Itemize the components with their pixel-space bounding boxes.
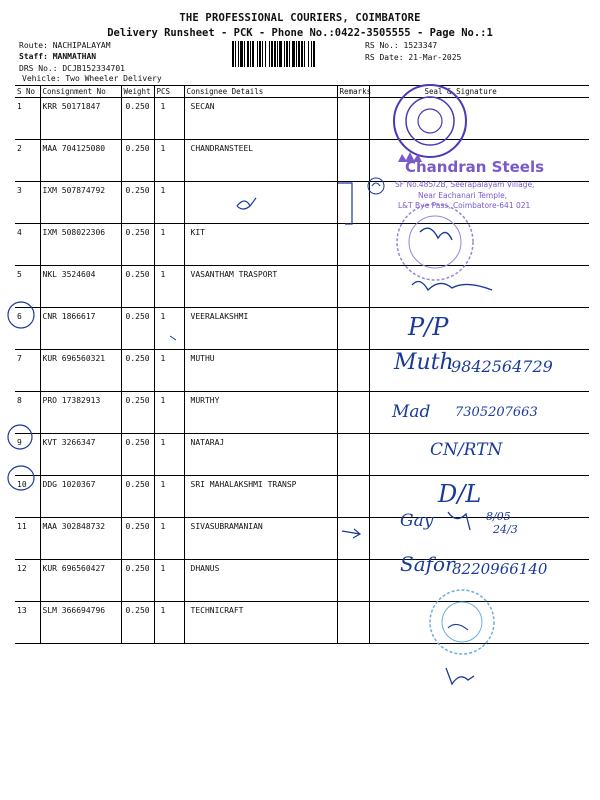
- cell-consignee: KIT: [184, 224, 337, 266]
- sheet-title: Delivery Runsheet - PCK - Phone No.:0422-3505555 - Page No.:1: [107, 27, 493, 39]
- rs-date: RS Date: 21-Mar-2025: [365, 53, 462, 62]
- cell-weight: 0.250: [121, 182, 154, 224]
- stamp-address-line: L&T Bye Pass, Coimbatore-641 021: [398, 201, 531, 210]
- cell-pcs: 1: [154, 392, 184, 434]
- cell-pcs: 1: [154, 308, 184, 350]
- column-header: PCS: [154, 86, 184, 98]
- company-seal-icon: [394, 85, 466, 157]
- column-header: Weight: [121, 86, 154, 98]
- cell-consignment: KUR 696560427: [40, 560, 121, 602]
- cell-consignee: MURTHY: [184, 392, 337, 434]
- cell-pcs: 1: [154, 224, 184, 266]
- cell-sno: 9: [15, 434, 40, 476]
- cell-consignee: SRI MAHALAKSHMI TRANSP: [184, 476, 337, 518]
- circle-mark: [8, 425, 32, 449]
- cell-consignment: KVT 3266347: [40, 434, 121, 476]
- cell-pcs: 1: [154, 602, 184, 644]
- cell-consignee: CHANDRANSTEEL: [184, 140, 337, 182]
- cell-sno: 11: [15, 518, 40, 560]
- cell-consignment: KRR 50171847: [40, 98, 121, 140]
- cell-consignee: SECAN: [184, 98, 337, 140]
- cell-consignment: IXM 507874792: [40, 182, 121, 224]
- check-mark: [372, 183, 380, 186]
- column-header: Remarks: [337, 86, 369, 98]
- handwritten-phone: 8220966140: [452, 560, 548, 578]
- cell-sno: 10: [15, 476, 40, 518]
- handwritten-signature: Safor: [400, 552, 455, 576]
- stamp-company-name: Chandran Steels: [405, 158, 545, 176]
- cell-weight: 0.250: [121, 224, 154, 266]
- drs-number: DRS No.: DCJB152334701: [19, 64, 125, 73]
- cell-pcs: 1: [154, 476, 184, 518]
- staff-label: Staff:: [19, 52, 48, 61]
- cell-pcs: 1: [154, 434, 184, 476]
- round-stamp-icon: [397, 204, 473, 280]
- cell-weight: 0.250: [121, 602, 154, 644]
- arrow-mark: [342, 529, 360, 538]
- cell-consignment: KUR 696560321: [40, 350, 121, 392]
- cell-sno: 8: [15, 392, 40, 434]
- cell-sno: 3: [15, 182, 40, 224]
- signature-icon: [420, 228, 452, 240]
- cell-sno: 5: [15, 266, 40, 308]
- round-stamp-icon: [430, 590, 494, 654]
- column-header: Consignment No: [40, 86, 121, 98]
- circle-mark: [8, 466, 34, 490]
- cell-weight: 0.250: [121, 98, 154, 140]
- cell-pcs: 1: [154, 140, 184, 182]
- cell-weight: 0.250: [121, 518, 154, 560]
- cell-consignment: MAA 302848732: [40, 518, 121, 560]
- handwritten-note: P/P: [408, 313, 449, 341]
- column-header: Consignee Details: [184, 86, 337, 98]
- cell-pcs: 1: [154, 518, 184, 560]
- cell-pcs: 1: [154, 98, 184, 140]
- signature-icon: [448, 512, 470, 530]
- cell-pcs: 1: [154, 182, 184, 224]
- cell-pcs: 1: [154, 560, 184, 602]
- cell-weight: 0.250: [121, 476, 154, 518]
- signature-icon: [448, 624, 468, 630]
- cell-consignment: IXM 508022306: [40, 224, 121, 266]
- tick-mark: [170, 336, 176, 340]
- handwritten-signature: Gay: [400, 511, 434, 531]
- cell-consignee: VEERALAKSHMI: [184, 308, 337, 350]
- scribble-mark: [237, 198, 256, 209]
- cell-sno: 12: [15, 560, 40, 602]
- handwritten-note: CN/RTN: [430, 440, 503, 460]
- column-header: S No: [15, 86, 40, 98]
- stamp-address-line: SF No.485/2B, Seerapalayam Village,: [395, 180, 535, 189]
- handwritten-phone: 9842564729: [451, 357, 553, 376]
- column-header: Seal & Signature: [369, 86, 589, 98]
- cell-consignment: DDG 1020367: [40, 476, 121, 518]
- circle-mark: [368, 178, 384, 194]
- signature-icon: [446, 668, 474, 684]
- cell-weight: 0.250: [121, 560, 154, 602]
- cell-pcs: 1: [154, 350, 184, 392]
- staff-name: MANMATHAN: [52, 52, 97, 61]
- circle-mark: [8, 302, 34, 328]
- bracket-mark: [338, 183, 352, 224]
- cell-sno: 4: [15, 224, 40, 266]
- cell-weight: 0.250: [121, 434, 154, 476]
- cell-consignee: SIVASUBRAMANIAN: [184, 518, 337, 560]
- cell-consignment: NKL 3524604: [40, 266, 121, 308]
- cell-consignee: VASANTHAM TRASPORT: [184, 266, 337, 308]
- handwritten-phone: 7305207663: [455, 405, 538, 420]
- cell-weight: 0.250: [121, 266, 154, 308]
- handwritten-note: D/L: [438, 480, 482, 508]
- cell-weight: 0.250: [121, 308, 154, 350]
- signature-icon: [412, 281, 492, 290]
- handwritten-date: 8/05 24/3: [486, 510, 518, 536]
- handwritten-signature: Muth: [394, 350, 454, 375]
- cell-consignment: PRO 17382913: [40, 392, 121, 434]
- cell-pcs: 1: [154, 266, 184, 308]
- cell-sno: 7: [15, 350, 40, 392]
- cell-consignment: MAA 704125080: [40, 140, 121, 182]
- cell-sno: 6: [15, 308, 40, 350]
- cell-weight: 0.250: [121, 392, 154, 434]
- cell-weight: 0.250: [121, 140, 154, 182]
- company-title: THE PROFESSIONAL COURIERS, COIMBATORE: [179, 12, 421, 24]
- cell-sno: 13: [15, 602, 40, 644]
- cell-consignee: MUTHU: [184, 350, 337, 392]
- cell-consignment: CNR 1866617: [40, 308, 121, 350]
- cell-consignee: DHANUS: [184, 560, 337, 602]
- vehicle-label: Vehicle: Two Wheeler Delivery: [22, 74, 162, 83]
- rs-number: RS No.: 1523347: [365, 41, 438, 50]
- cell-sno: 2: [15, 140, 40, 182]
- route-label: Route: NACHIPALAYAM: [19, 41, 111, 50]
- stamp-address-line: Near Eachanari Temple,: [418, 191, 508, 200]
- cell-consignee: NATARAJ: [184, 434, 337, 476]
- handwritten-signature: Mad: [392, 402, 431, 422]
- cell-weight: 0.250: [121, 350, 154, 392]
- cell-sno: 1: [15, 98, 40, 140]
- cell-consignment: SLM 366694796: [40, 602, 121, 644]
- cell-consignee: TECHNICRAFT: [184, 602, 337, 644]
